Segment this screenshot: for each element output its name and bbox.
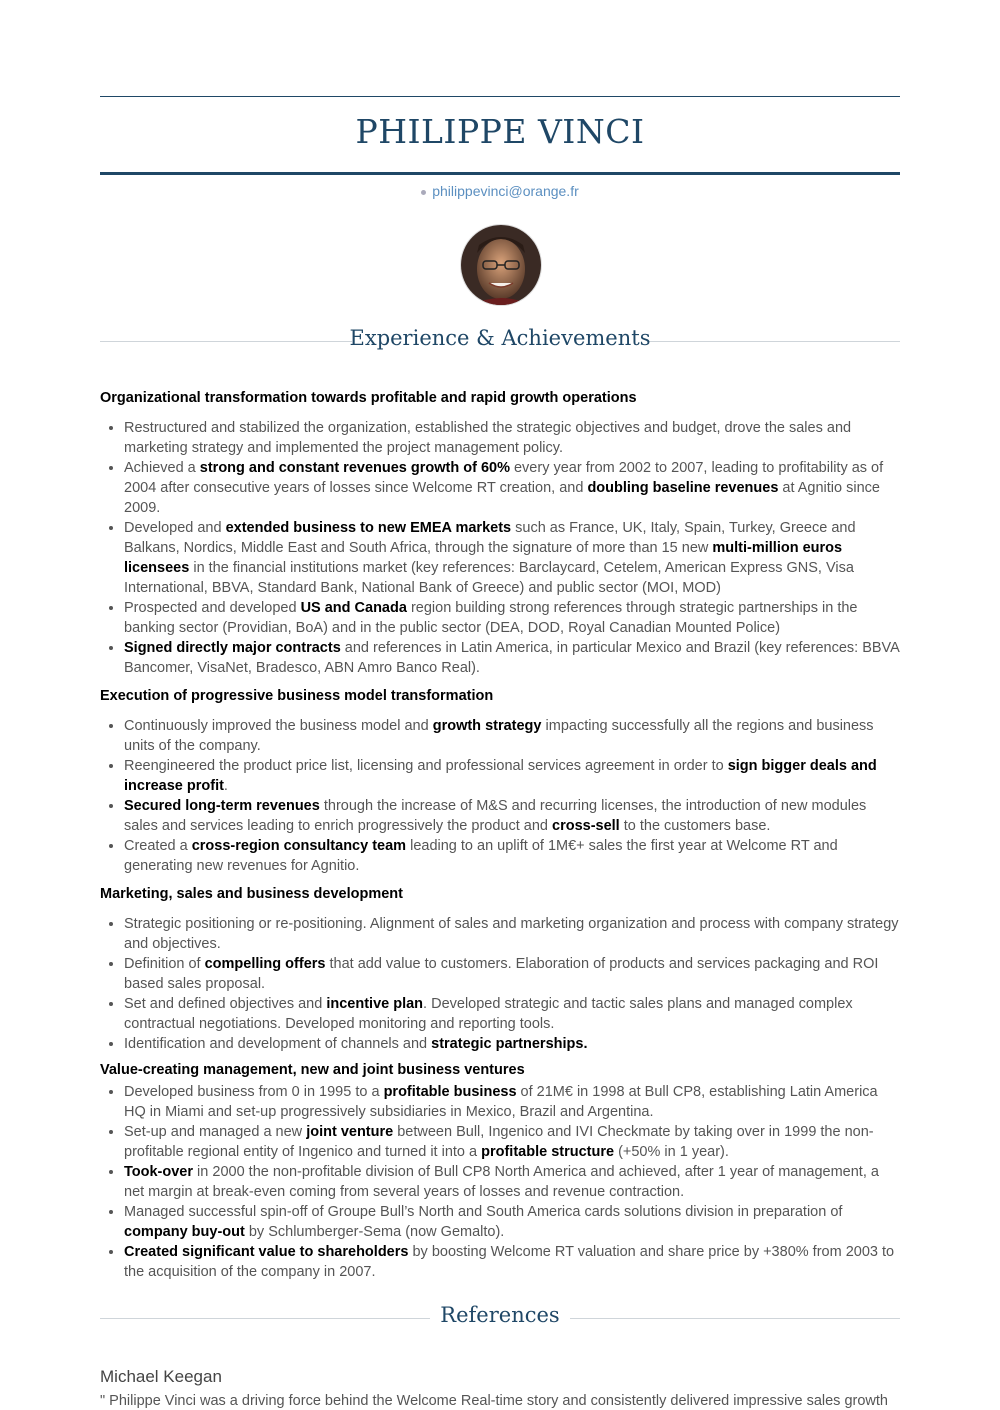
- highlight-text: sign bigger deals and increase profit: [124, 758, 877, 794]
- body-text: Continuously improved the business model and: [124, 718, 433, 734]
- highlight-text: cross-sell: [552, 818, 620, 834]
- body-text: leading to an uplift of 1M€+ sales the first year at Welcome RT and generating new revenues for Agnitio.: [124, 838, 838, 874]
- body-text: by Schlumberger-Sema (now Gemalto).: [244, 1224, 505, 1240]
- highlight-text: Took-over: [124, 1164, 194, 1180]
- highlight-text: Secured long-term revenues: [124, 798, 320, 814]
- body-text: .: [223, 778, 228, 794]
- body-text: in 2000 the non-profitable division of Bull CP8 North America and achieved, after 1 year of management, a net margin at break-even coming from several years of losses and revenue contraction.: [124, 1164, 879, 1200]
- highlight-text: extended business to new EMEA markets: [225, 520, 512, 536]
- body-text: region building strong references through strategic partnerships in the banking sector (Providian, BoA) and in the public sector (DEA, DOD, Royal Canadian Mounted Police): [124, 600, 858, 636]
- achievement-list: [100, 418, 900, 678]
- body-text: by boosting Welcome RT valuation and share price by +380% from 2003 to the acquisition of the company in 2007.: [124, 1244, 895, 1280]
- highlight-text: incentive plan: [326, 996, 424, 1012]
- highlight-text: profitable business: [383, 1084, 517, 1100]
- highlight-text: strategic partnerships.: [431, 1036, 588, 1052]
- experience-block-heading: Value-creating management, new and joint business ventures: [100, 1062, 525, 1078]
- reference-quote: " Philippe Vinci was a driving force behind the Welcome Real-time story and consistently delivered impressive sales growth: [100, 1393, 888, 1409]
- body-text: every year from 2002 to 2007, leading to profitability as of 2004 after consecutive years of losses since Welcome RT creation, and: [124, 460, 884, 496]
- list-item: [124, 638, 900, 678]
- list-item: [124, 954, 900, 994]
- contact-line: [100, 183, 900, 199]
- highlight-text: company buy-out: [124, 1224, 245, 1240]
- body-text: through the increase of M&S and recurring licenses, the introduction of new modules sales and services leading to enrich progressively the product and: [124, 798, 867, 834]
- list-item: [124, 518, 900, 598]
- experience-block-heading: Execution of progressive business model transformation: [100, 688, 494, 704]
- highlight-text: Created significant value to shareholders: [124, 1244, 409, 1260]
- body-text: in the financial institutions market (key references: Barclaycard, Cetelem, American Express GNS, Visa International, BBVA, Standard Bank, National Bank of Greece) and public sector (MOI, MOD): [124, 560, 854, 596]
- list-item: [124, 836, 900, 876]
- list-item: [124, 994, 900, 1034]
- list-item: [124, 716, 900, 756]
- reference-name: Michael Keegan: [100, 1367, 222, 1386]
- body-text: Managed successful spin-off of Groupe Bull’s North and South America cards solutions division in preparation of: [124, 1204, 843, 1220]
- body-text: of 21M€ in 1998 at Bull CP8, establishing Latin America HQ in Miami and set-up progressively subsidiaries in Mexico, Brazil and Argentina.: [124, 1084, 878, 1120]
- achievement-list: [100, 1082, 900, 1282]
- body-text: impacting successfully all the regions and business units of the company.: [124, 718, 874, 754]
- body-text: . Developed strategic and tactic sales plans and managed complex contractual negotiations. Developed monitoring and reporting tools.: [124, 996, 853, 1032]
- top-rule: [100, 96, 900, 97]
- list-item: [124, 458, 900, 518]
- experience-block-heading: Organizational transformation towards profitable and rapid growth operations: [100, 390, 637, 406]
- avatar: [460, 224, 542, 306]
- experience-section-title: Experience & Achievements: [349, 326, 651, 350]
- list-item: [124, 1242, 900, 1282]
- references-section-header: [100, 1303, 900, 1333]
- highlight-text: growth strategy: [432, 718, 542, 734]
- body-text: Identification and development of channels and: [124, 1036, 432, 1052]
- achievement-list: [100, 716, 900, 876]
- body-text: Definition of: [124, 956, 205, 972]
- body-text: Restructured and stabilized the organization, established the strategic objectives and budget, drove the sales and marketing strategy and implemented the project management policy.: [124, 420, 852, 456]
- list-item: [124, 1162, 900, 1202]
- body-text: Developed business from 0 in 1995 to a: [124, 1084, 384, 1100]
- body-text: Strategic positioning or re-positioning. Alignment of sales and marketing organization and process with company strategy and objectives.: [124, 916, 899, 952]
- body-text: to the customers base.: [619, 818, 771, 834]
- list-item: [124, 1034, 900, 1054]
- email-link[interactable]: philippevinci@orange.fr: [432, 183, 579, 199]
- body-text: Created a: [124, 838, 192, 854]
- list-item: [124, 914, 900, 954]
- highlight-text: profitable structure: [481, 1144, 615, 1160]
- body-text: such as France, UK, Italy, Spain, Turkey, Greece and Balkans, Nordics, Middle East and South Africa, through the signature of more than 15 new: [124, 520, 856, 556]
- body-text: that add value to customers. Elaboration of products and services packaging and ROI based sales proposal.: [124, 956, 879, 992]
- profile-photo: [461, 225, 541, 305]
- list-item: [124, 796, 900, 836]
- body-text: Developed and: [124, 520, 226, 536]
- list-item: [124, 1122, 900, 1162]
- experience-block-heading: Marketing, sales and business development: [100, 886, 403, 902]
- highlight-text: joint venture: [306, 1124, 394, 1140]
- body-text: Achieved a: [124, 460, 200, 476]
- highlight-text: Signed directly major contracts: [124, 640, 341, 656]
- highlight-text: multi-million euros licensees: [124, 540, 843, 576]
- bullet-icon: [421, 190, 426, 195]
- experience-section-header: [100, 326, 900, 356]
- achievement-list: [100, 914, 900, 1054]
- list-item: [124, 1082, 900, 1122]
- body-text: between Bull, Ingenico and IVI Checkmate by taking over in 1999 the non-profitable regional entity of Ingenico and turned it into a: [124, 1124, 874, 1160]
- body-text: Set-up and managed a new: [124, 1124, 307, 1140]
- highlight-text: doubling baseline revenues: [587, 480, 779, 496]
- highlight-text: compelling offers: [204, 956, 326, 972]
- body-text: Prospected and developed: [124, 600, 301, 616]
- list-item: [124, 756, 900, 796]
- body-text: (+50% in 1 year).: [614, 1144, 729, 1160]
- candidate-name: PHILIPPE VINCI: [355, 112, 645, 151]
- highlight-text: US and Canada: [300, 600, 407, 616]
- references-section-title: References: [440, 1303, 560, 1327]
- body-text: at Agnitio since 2009.: [124, 480, 880, 516]
- list-item: [124, 418, 900, 458]
- body-text: Set and defined objectives and: [124, 996, 327, 1012]
- body-text: Reengineered the product price list, licensing and professional services agreement in order to: [124, 758, 728, 774]
- list-item: [124, 598, 900, 638]
- experience-content: [100, 388, 900, 1282]
- highlight-text: cross-region consultancy team: [191, 838, 407, 854]
- body-text: and references in Latin America, in particular Mexico and Brazil (key references: BBVA Bancomer, VisaNet, Bradesco, ABN Amro Banco Real).: [124, 640, 900, 676]
- list-item: [124, 1202, 900, 1242]
- highlight-text: strong and constant revenues growth of 60%: [199, 460, 510, 476]
- name-rule: [100, 172, 900, 175]
